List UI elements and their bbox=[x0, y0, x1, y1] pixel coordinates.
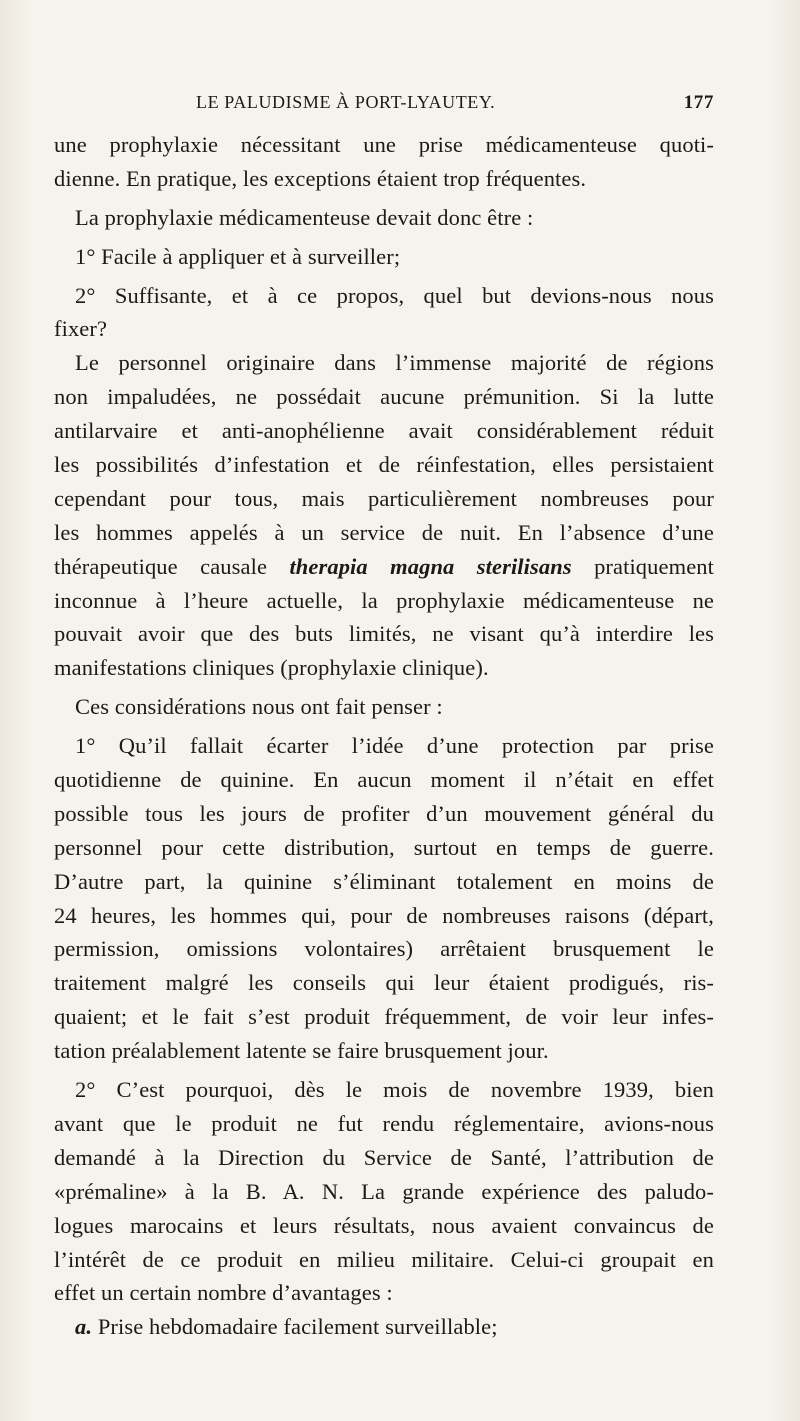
text-line: demandé à la Direction du Service de Santé, l’attribution de bbox=[54, 1144, 714, 1170]
text-line: possible tous les jours de profiter d’un mouvement général du bbox=[54, 800, 714, 826]
text-line: non impaludées, ne possédait aucune prémunition. Si la lutte bbox=[54, 384, 714, 410]
text-line: «prémaline» à la B. A. N. La grande expérience des paludo- bbox=[54, 1178, 714, 1204]
text-run: Prise hebdomadaire facilement surveillable; bbox=[97, 1314, 498, 1340]
text-line: 1° Facile à appliquer et à surveiller; bbox=[75, 243, 401, 269]
text-line: dienne. En pratique, les exceptions étaient trop fréquentes. bbox=[54, 165, 587, 191]
text-line: manifestations cliniques (prophylaxie clinique). bbox=[54, 655, 489, 681]
text-line: effet un certain nombre d’avantages : bbox=[54, 1280, 393, 1306]
text-line: personnel pour cette distribution, surtout en temps de guerre. bbox=[54, 834, 714, 860]
text-line: quaient; et le fait s’est produit fréquemment, de voir leur infes- bbox=[54, 1004, 714, 1030]
text-line: Le personnel originaire dans l’immense majorité de régions bbox=[75, 350, 714, 376]
text-line: 1° Qu’il fallait écarter l’idée d’une protection par prise bbox=[75, 733, 714, 759]
page-number: 177 bbox=[683, 92, 714, 113]
text-line: 24 heures, les hommes qui, pour de nombreuses raisons (départ, bbox=[54, 902, 714, 928]
text-line: les hommes appelés à un service de nuit. En l’absence d’une bbox=[54, 519, 714, 545]
text-line: les possibilités d’infestation et de réinfestation, elles persistaient bbox=[54, 452, 714, 478]
text-line: Ces considérations nous ont fait penser : bbox=[75, 694, 443, 720]
text-line: logues marocains et leurs résultats, nous avaient convaincus de bbox=[54, 1212, 714, 1238]
text-line: traitement malgré les conseils qui leur étaient prodigués, ris- bbox=[54, 970, 714, 996]
text-line: antilarvaire et anti-anophélienne avait considérablement réduit bbox=[54, 418, 714, 444]
text-line: cependant pour tous, mais particulièrement nombreuses pour bbox=[54, 485, 714, 511]
text-run: pratiquement bbox=[594, 553, 714, 579]
text-line bbox=[54, 1310, 714, 1344]
text-line: permission, omissions volontaires) arrêtaient brusquement le bbox=[54, 936, 714, 962]
text-line: l’intérêt de ce produit en milieu militaire. Celui-ci groupait en bbox=[54, 1246, 714, 1272]
running-title: LE PALUDISME À PORT-LYAUTEY. bbox=[196, 92, 496, 112]
text-line: La prophylaxie médicamenteuse devait donc être : bbox=[75, 204, 534, 230]
running-header bbox=[196, 92, 714, 122]
text-line: D’autre part, la quinine s’éliminant totalement en moins de bbox=[54, 868, 714, 894]
body-text bbox=[54, 128, 714, 1344]
text-line: pouvait avoir que des buts limités, ne visant qu’à interdire les bbox=[54, 621, 714, 647]
text-line: 2° C’est pourquoi, dès le mois de novembre 1939, bien bbox=[75, 1077, 714, 1103]
text-line: tation préalablement latente se faire brusquement jour. bbox=[54, 1038, 549, 1064]
text-line: fixer? bbox=[54, 316, 108, 342]
text-line: avant que le produit ne fut rendu réglementaire, avions-nous bbox=[54, 1110, 714, 1136]
text-line bbox=[54, 550, 714, 584]
text-line: quotidienne de quinine. En aucun moment il n’était en effet bbox=[54, 767, 714, 793]
text-run: thérapeutique causale bbox=[54, 553, 268, 579]
text-line: une prophylaxie nécessitant une prise médicamenteuse quoti- bbox=[54, 132, 714, 157]
latin-phrase: therapia magna sterilisans bbox=[289, 553, 572, 579]
text-line: inconnue à l’heure actuelle, la prophylaxie médicamenteuse ne bbox=[54, 587, 714, 613]
list-marker: a. bbox=[75, 1314, 93, 1340]
text-line: 2° Suffisante, et à ce propos, quel but devions-nous nous bbox=[75, 282, 714, 308]
